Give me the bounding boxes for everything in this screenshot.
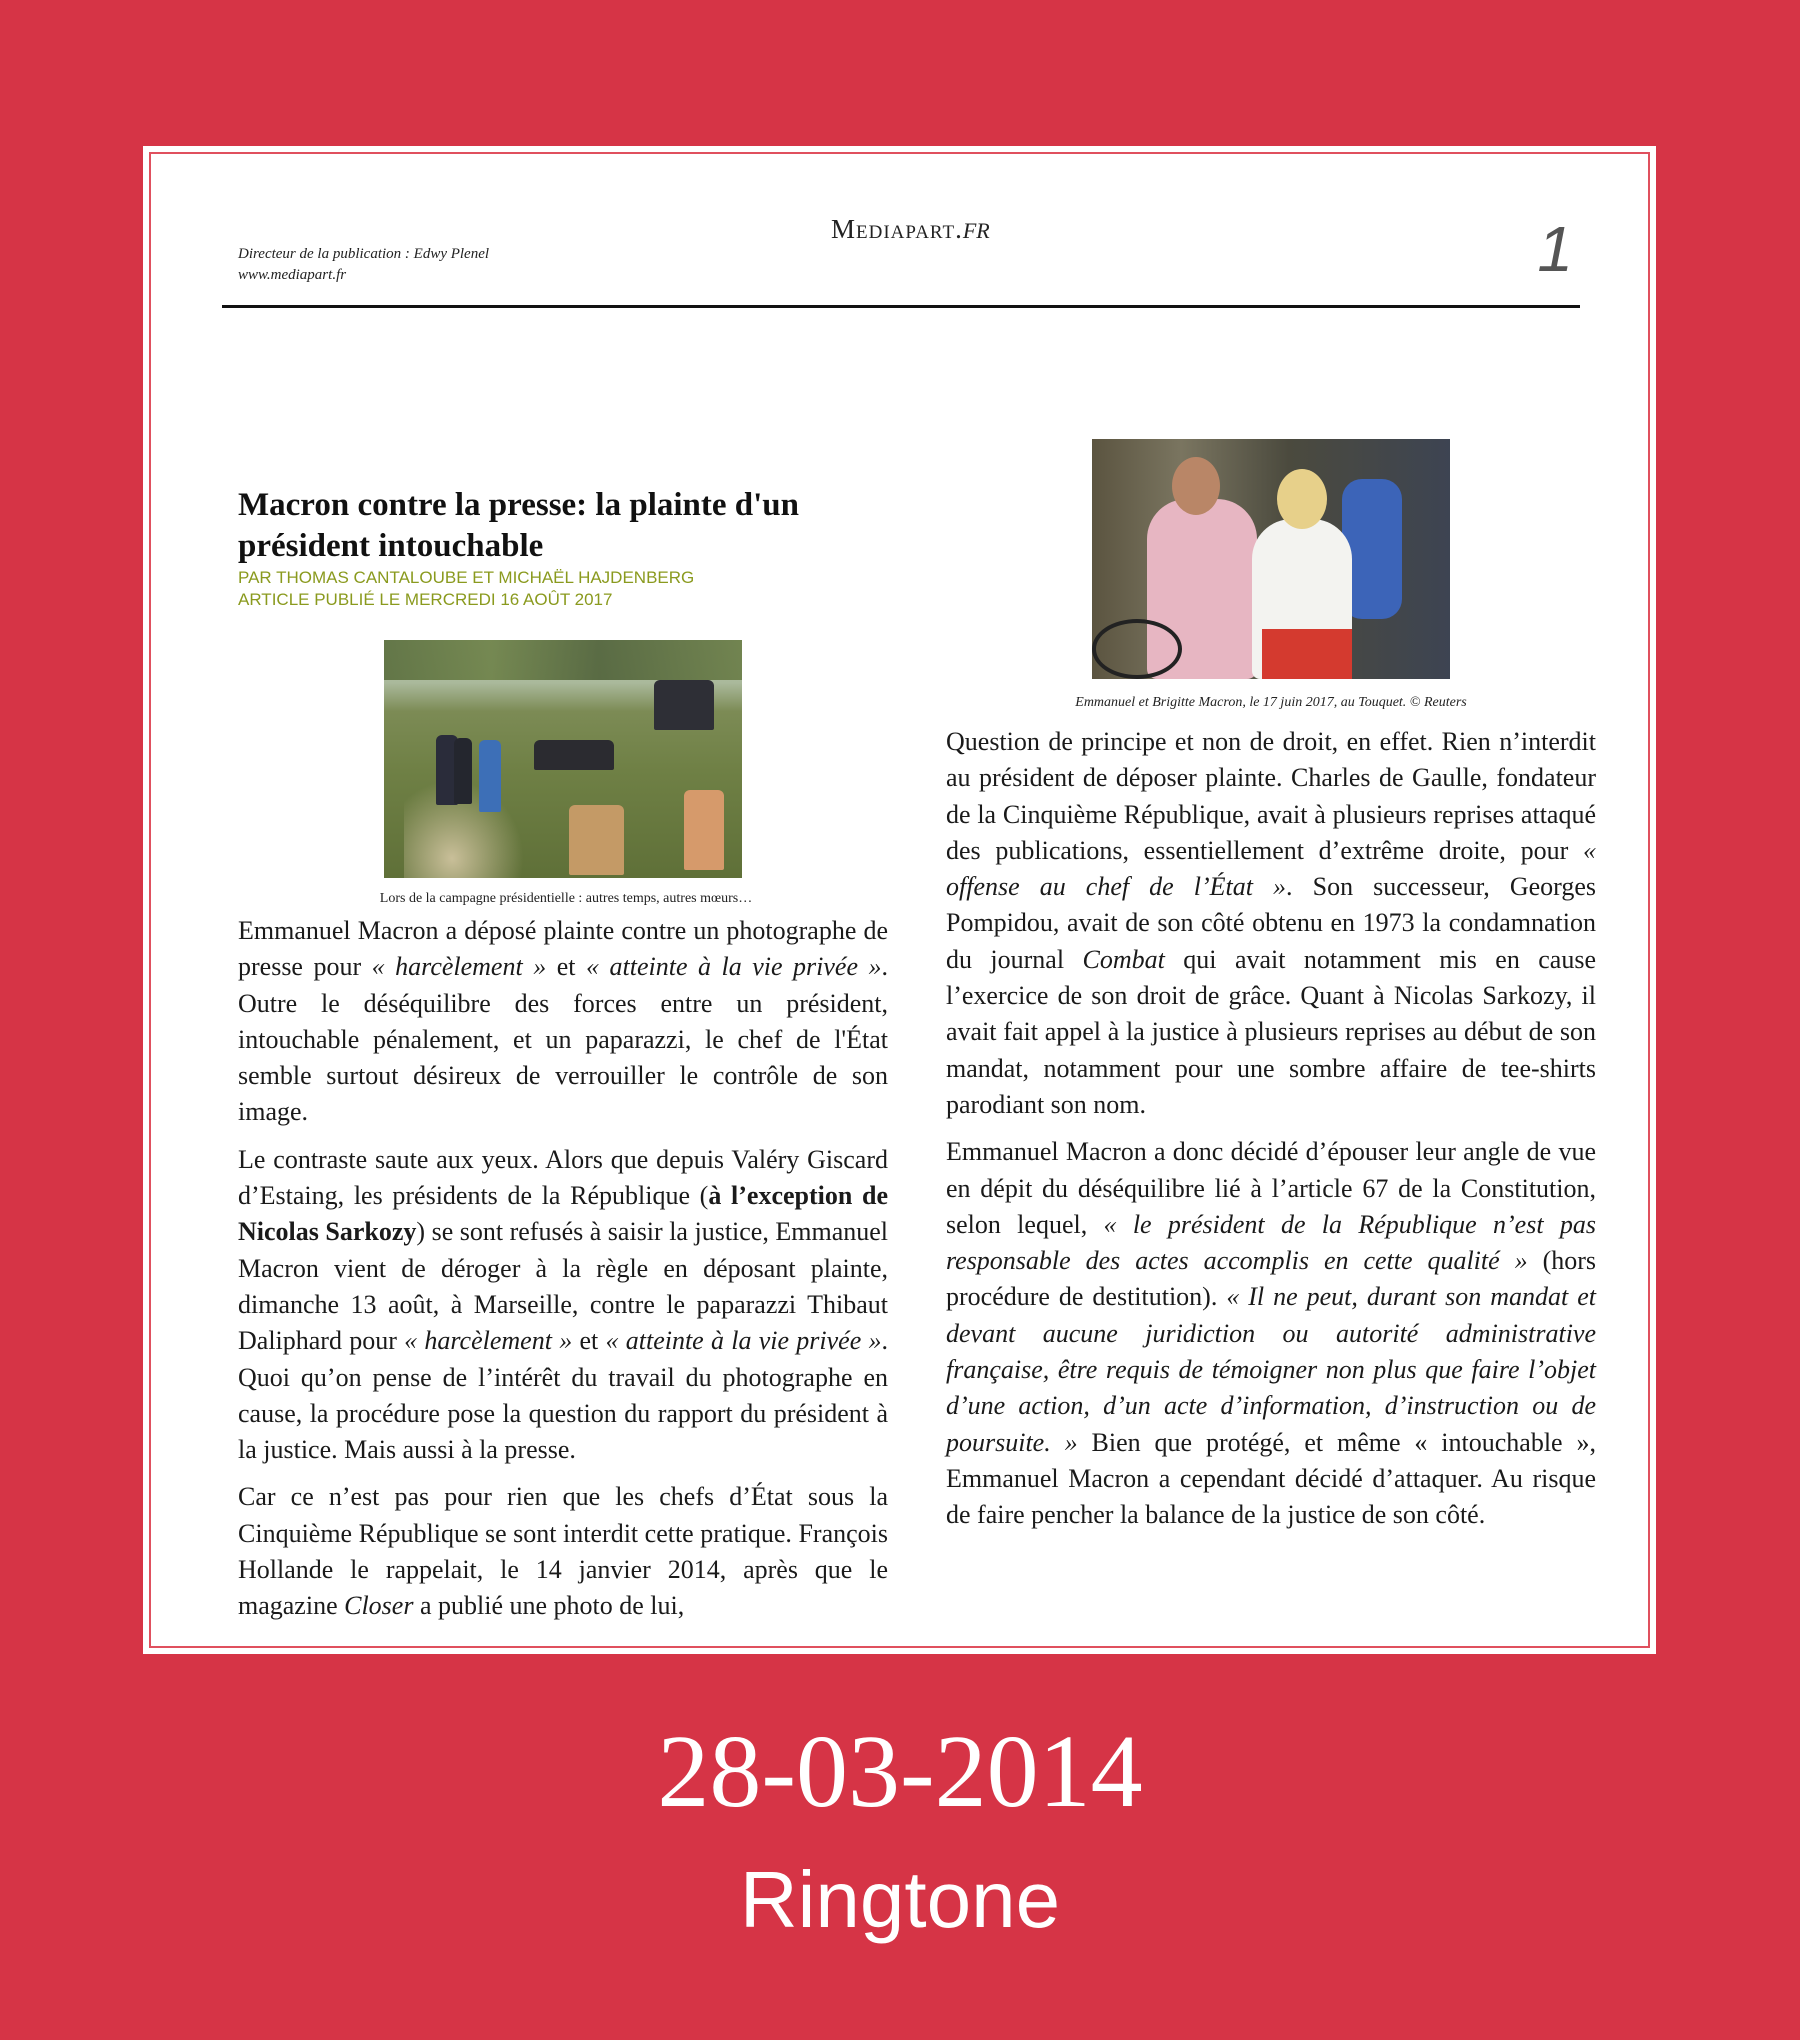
byline-date: ARTICLE PUBLIÉ LE MERCREDI 16 AOÛT 2017 — [238, 590, 613, 609]
campaign-photo — [384, 640, 742, 878]
header-divider — [222, 305, 1580, 308]
left-column-text — [238, 913, 888, 1636]
paragraph: Le contraste saute aux yeux. Alors que depuis Valéry Giscard d’Estaing, les présidents de la République (à l’exception de Nicolas Sarkozy) se sont refusés à saisir la justice, Emmanuel Macron vient de déroger à la règle en déposant plainte, dimanche 13 août, à Marseille, contre le paparazzi Thibaut Daliphard pour « harcèlement » et « atteinte à la vie privée ». Quoi qu’on pense de l’intérêt du travail du photographe en cause, la procédure pose la question du rapport du président à la justice. Mais aussi à la presse. — [238, 1144, 888, 1465]
campaign-photo-caption: Lors de la campagne présidentielle : autres temps, autres mœurs… — [379, 891, 753, 906]
mediapart-logo: Mediapart.fr — [831, 209, 990, 245]
paragraph: Emmanuel Macron a donc décidé d’épouser leur angle de vue en dépit du déséquilibre lié à l’article 67 de la Constitution, selon lequel, « le président de la République n’est pas responsable des actes accomplis en cette qualité » (hors procédure de destitution). « Il ne peut, durant son mandat et devant aucune juridiction ou autorité administrative française, être requis de témoigner non plus que faire l’objet d’une action, d’un acte d’information, d’instruction ou de poursuite. » Bien que protégé, et même « intouchable », Emmanuel Macron a cependant décidé d’attaquer. Au risque de faire pencher la balance de la justice de son côté. — [946, 1137, 1597, 1530]
sarkozy-link[interactable]: à l’exception de Nicolas Sarkozy — [238, 1181, 888, 1247]
footer-date: 28-03-2014 — [657, 1714, 1143, 1829]
footer-subtitle: Ringtone — [739, 1855, 1061, 1944]
article-title: Macron contre la presse: la plainte d'un président intouchable — [238, 487, 799, 564]
macron-couple-photo — [1092, 439, 1450, 679]
paragraph: Car ce n’est pas pour rien que les chefs d’État sous la Cinquième République se sont interdit cette pratique. François Hollande le rappelait, le 14 janvier 2014, après que le magazine Closer a publié une photo de lui, — [238, 1482, 888, 1621]
paragraph: Emmanuel Macron a déposé plainte contre un photographe de presse pour « harcèlement » et « atteinte à la vie privée ». Outre le déséquilibre des forces entre un président, intouchable pénalement, et un paparazzi, le chef de l'État semble surtout désireux de verrouiller le contrôle de son image. — [238, 916, 889, 1127]
page-number: 1 — [1537, 213, 1573, 285]
paragraph: Question de principe et non de droit, en effet. Rien n’interdit au président de déposer plainte. Charles de Gaulle, fondateur de la Cinquième République, avait à plusieurs reprises attaqué des publications, essentiellement d’extrême droite, pour « offense au chef de l’État ». Son successeur, Georges Pompidou, avait de son côté obtenu en 1973 la condamnation du journal Combat qui avait notamment mis en cause l’exercice de son droit de grâce. Quant à Nicolas Sarkozy, il avait fait appel à la justice à plusieurs reprises au début de son mandat, notamment pour une sombre affaire de tee-shirts parodiant son nom. — [946, 727, 1597, 1119]
couple-photo-caption: Emmanuel et Brigitte Macron, le 17 juin 2017, au Touquet. © Reuters — [1075, 695, 1467, 710]
publication-website: www.mediapart.fr — [238, 267, 347, 283]
document-page — [143, 146, 1656, 1654]
article-byline — [238, 567, 694, 611]
publication-director: Directeur de la publication : Edwy Plenel — [238, 246, 490, 262]
right-column-text — [946, 724, 1596, 1545]
byline-authors: PAR THOMAS CANTALOUBE ET MICHAËL HAJDENBERG — [238, 568, 695, 587]
publication-info — [238, 244, 489, 286]
